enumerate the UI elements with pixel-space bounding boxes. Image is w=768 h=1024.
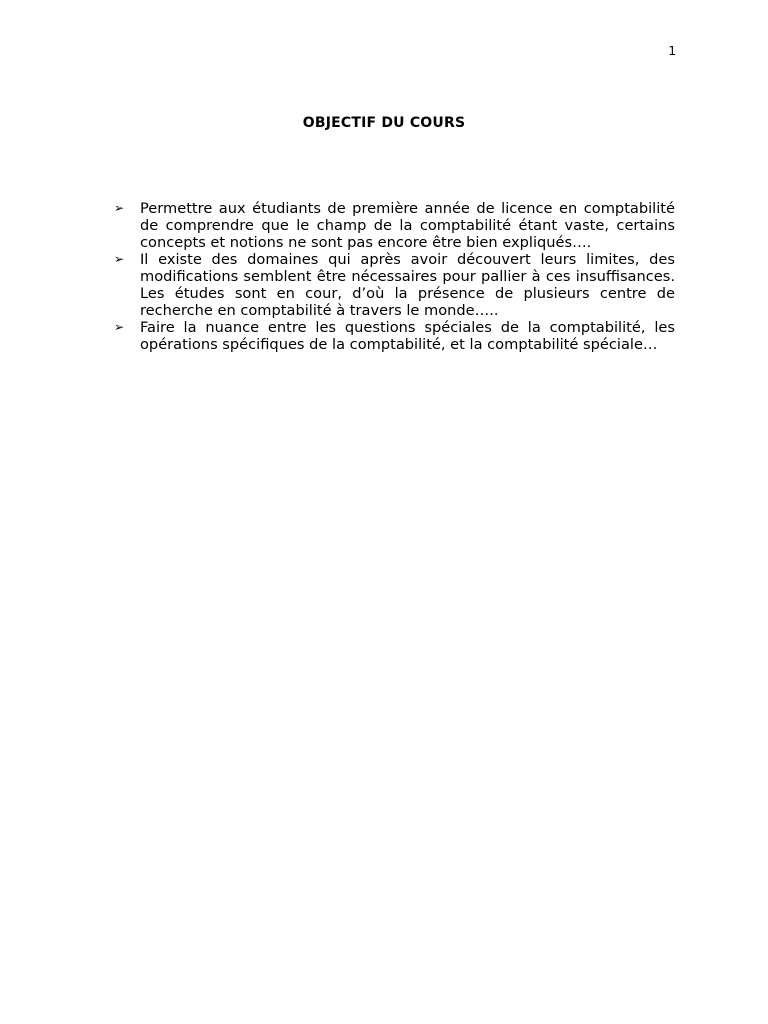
list-item-text: Il existe des domaines qui après avoir découvert leurs limites, des modifications semblent être nécessaires pour pallier à ces insuffisances. Les études sont en cour, d’où la présence de plusieurs centre de recherche en comptabilité à travers le monde….. [140,251,675,319]
arrowhead-bullet-icon: ➢ [114,252,125,266]
objectives-list [112,200,675,353]
arrowhead-bullet-icon: ➢ [114,201,125,215]
list-item-text: Permettre aux étudiants de première année de licence en comptabilité de comprendre que le champ de la comptabilité étant vaste, certains concepts et notions ne sont pas encore être bien expliqués…. [140,200,675,251]
page-number: 1 [668,44,676,58]
list-item [112,319,675,353]
arrowhead-bullet-icon: ➢ [114,320,125,334]
document-title: OBJECTIF DU COURS [302,115,466,131]
list-item-text: Faire la nuance entre les questions spéciales de la comptabilité, les opérations spécifiques de la comptabilité, et la comptabilité spéciale… [140,319,675,353]
list-item [112,251,675,319]
list-item [112,200,675,251]
